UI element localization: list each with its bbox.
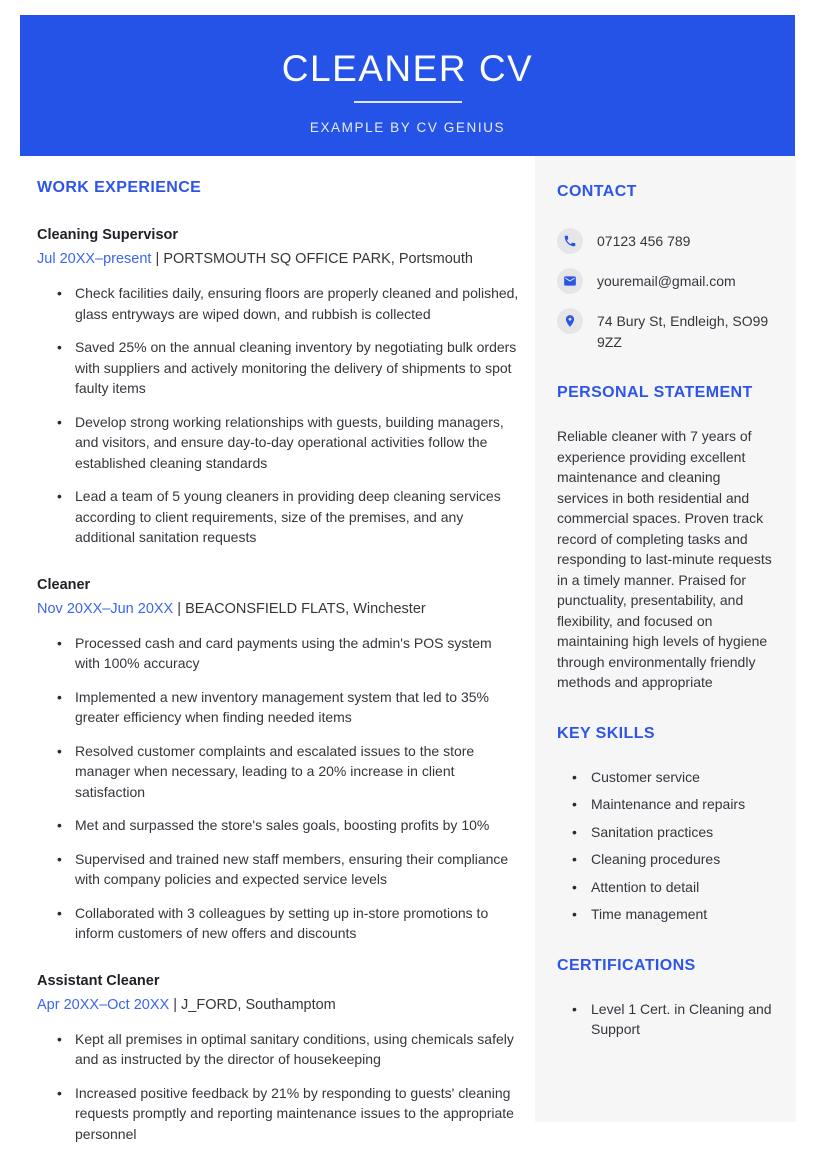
- job-meta: [37, 599, 520, 620]
- certifications-section: [557, 956, 774, 1040]
- location-pin-icon: [557, 308, 583, 334]
- meta-separator: |: [177, 600, 182, 617]
- job-meta: [37, 995, 520, 1016]
- page-title: CLEANER CV: [281, 48, 534, 89]
- job-bullet: • Collaborated with 3 colleagues by setting up in-store promotions to inform customers of new offers and discounts: [37, 903, 520, 944]
- job-bullet: • Develop strong working relationships with guests, building managers, and visitors, and ensure day-to-day operational activities follow the established cleaning standards: [37, 412, 520, 474]
- job-title: Cleaner: [37, 576, 91, 593]
- personal-statement-text: Reliable cleaner with 7 years of experience providing excellent maintenance and cleaning services in both residential and commercial spaces. Proven track record of completing tasks and responding to last-minute requests in a timely manner. Praised for punctuality, presentability, and flexibility, and focused on maintaining high levels of hygiene through environmentally friendly methods and appropriate: [557, 428, 772, 690]
- job-company: J_FORD, Southamptom: [181, 996, 336, 1013]
- contact-row-phone: [557, 228, 774, 254]
- job-bullet: • Implemented a new inventory management system that led to 35% greater efficiency when finding needed items: [37, 687, 520, 728]
- job-bullet: • Processed cash and card payments using the admin's POS system with 100% accuracy: [37, 633, 520, 674]
- certification-item: • Level 1 Cert. in Cleaning and Support: [557, 999, 774, 1040]
- certifications-list: [557, 999, 774, 1040]
- key-skills-list: [557, 767, 774, 925]
- personal-statement-section: [557, 383, 774, 693]
- phone-icon: [557, 228, 583, 254]
- contact-row-email: [557, 268, 774, 294]
- job-bullet: • Increased positive feedback by 21% by responding to guests' cleaning requests promptly and reporting maintenance issues to the appropriate personnel: [37, 1083, 520, 1145]
- job-company: BEACONSFIELD FLATS, Winchester: [185, 600, 426, 617]
- job-dates: Nov 20XX–Jun 20XX: [37, 600, 174, 617]
- page-subtitle: EXAMPLE BY CV GENIUS: [309, 120, 506, 135]
- work-experience-section: [37, 178, 520, 1157]
- contact-row-address: [557, 308, 774, 352]
- job-dates: Jul 20XX–present: [37, 251, 152, 267]
- job-meta: [37, 249, 520, 270]
- key-skills-section: [557, 724, 774, 925]
- job-bullet: • Kept all premises in optimal sanitary conditions, using chemicals safely and as instructed by the director of housekeeping: [37, 1029, 520, 1070]
- certifications-heading: CERTIFICATIONS: [557, 956, 696, 974]
- email-icon: [557, 268, 583, 294]
- job-entry-cleaner: [37, 575, 520, 944]
- job-bullet: • Supervised and trained new staff members, ensuring their compliance with company policies and expected service levels: [37, 849, 520, 890]
- job-bullet: • Resolved customer complaints and escalated issues to the store manager when necessary, leading to a 20% increase in client satisfaction: [37, 741, 520, 803]
- skill-item: • Customer service: [557, 767, 774, 788]
- key-skills-heading: KEY SKILLS: [557, 724, 655, 742]
- title-underline: [354, 101, 462, 103]
- meta-separator: |: [173, 996, 177, 1013]
- skill-item: • Attention to detail: [557, 877, 774, 898]
- skill-item: • Maintenance and repairs: [557, 794, 774, 815]
- skill-item: • Sanitation practices: [557, 822, 774, 843]
- work-experience-heading: WORK EXPERIENCE: [37, 179, 202, 196]
- cv-header-banner: [20, 15, 795, 156]
- contact-list: [557, 228, 774, 352]
- job-dates: Apr 20XX–Oct 20XX: [37, 996, 170, 1013]
- job-bullet: • Check facilities daily, ensuring floors are properly cleaned and polished, glass entryways are wiped down, and rubbish is collected: [37, 283, 520, 324]
- skill-item: • Time management: [557, 904, 774, 925]
- job-bullet-list: [37, 283, 520, 548]
- contact-email-value: youremail@gmail.com: [597, 273, 736, 289]
- job-company: PORTSMOUTH SQ OFFICE PARK, Portsmouth: [163, 251, 473, 267]
- contact-phone-value: 07123 456 789: [597, 233, 691, 249]
- job-bullet: • Lead a team of 5 young cleaners in providing deep cleaning services according to client requirements, size of the premises, and any additional sanitation requests: [37, 486, 520, 548]
- job-title: Cleaning Supervisor: [37, 227, 179, 243]
- contact-heading: CONTACT: [557, 183, 637, 200]
- personal-statement-heading: PERSONAL STATEMENT: [557, 384, 753, 401]
- contact-address-value: 74 Bury St, Endleigh, SO99 9ZZ: [597, 313, 769, 350]
- job-bullet: • Saved 25% on the annual cleaning inventory by negotiating bulk orders with suppliers and actively monitoring the delivery of shipments to spot faulty items: [37, 337, 520, 399]
- sidebar-panel: [535, 156, 796, 1122]
- skill-item: • Cleaning procedures: [557, 849, 774, 870]
- job-entry-cleaning-supervisor: [37, 225, 520, 548]
- job-bullet: • Met and surpassed the store's sales goals, boosting profits by 10%: [37, 815, 520, 836]
- meta-separator: |: [155, 251, 160, 267]
- job-title: Assistant Cleaner: [37, 972, 160, 989]
- job-entry-assistant-cleaner: [37, 971, 520, 1145]
- job-bullet-list: [37, 633, 520, 944]
- job-bullet-list: [37, 1029, 520, 1145]
